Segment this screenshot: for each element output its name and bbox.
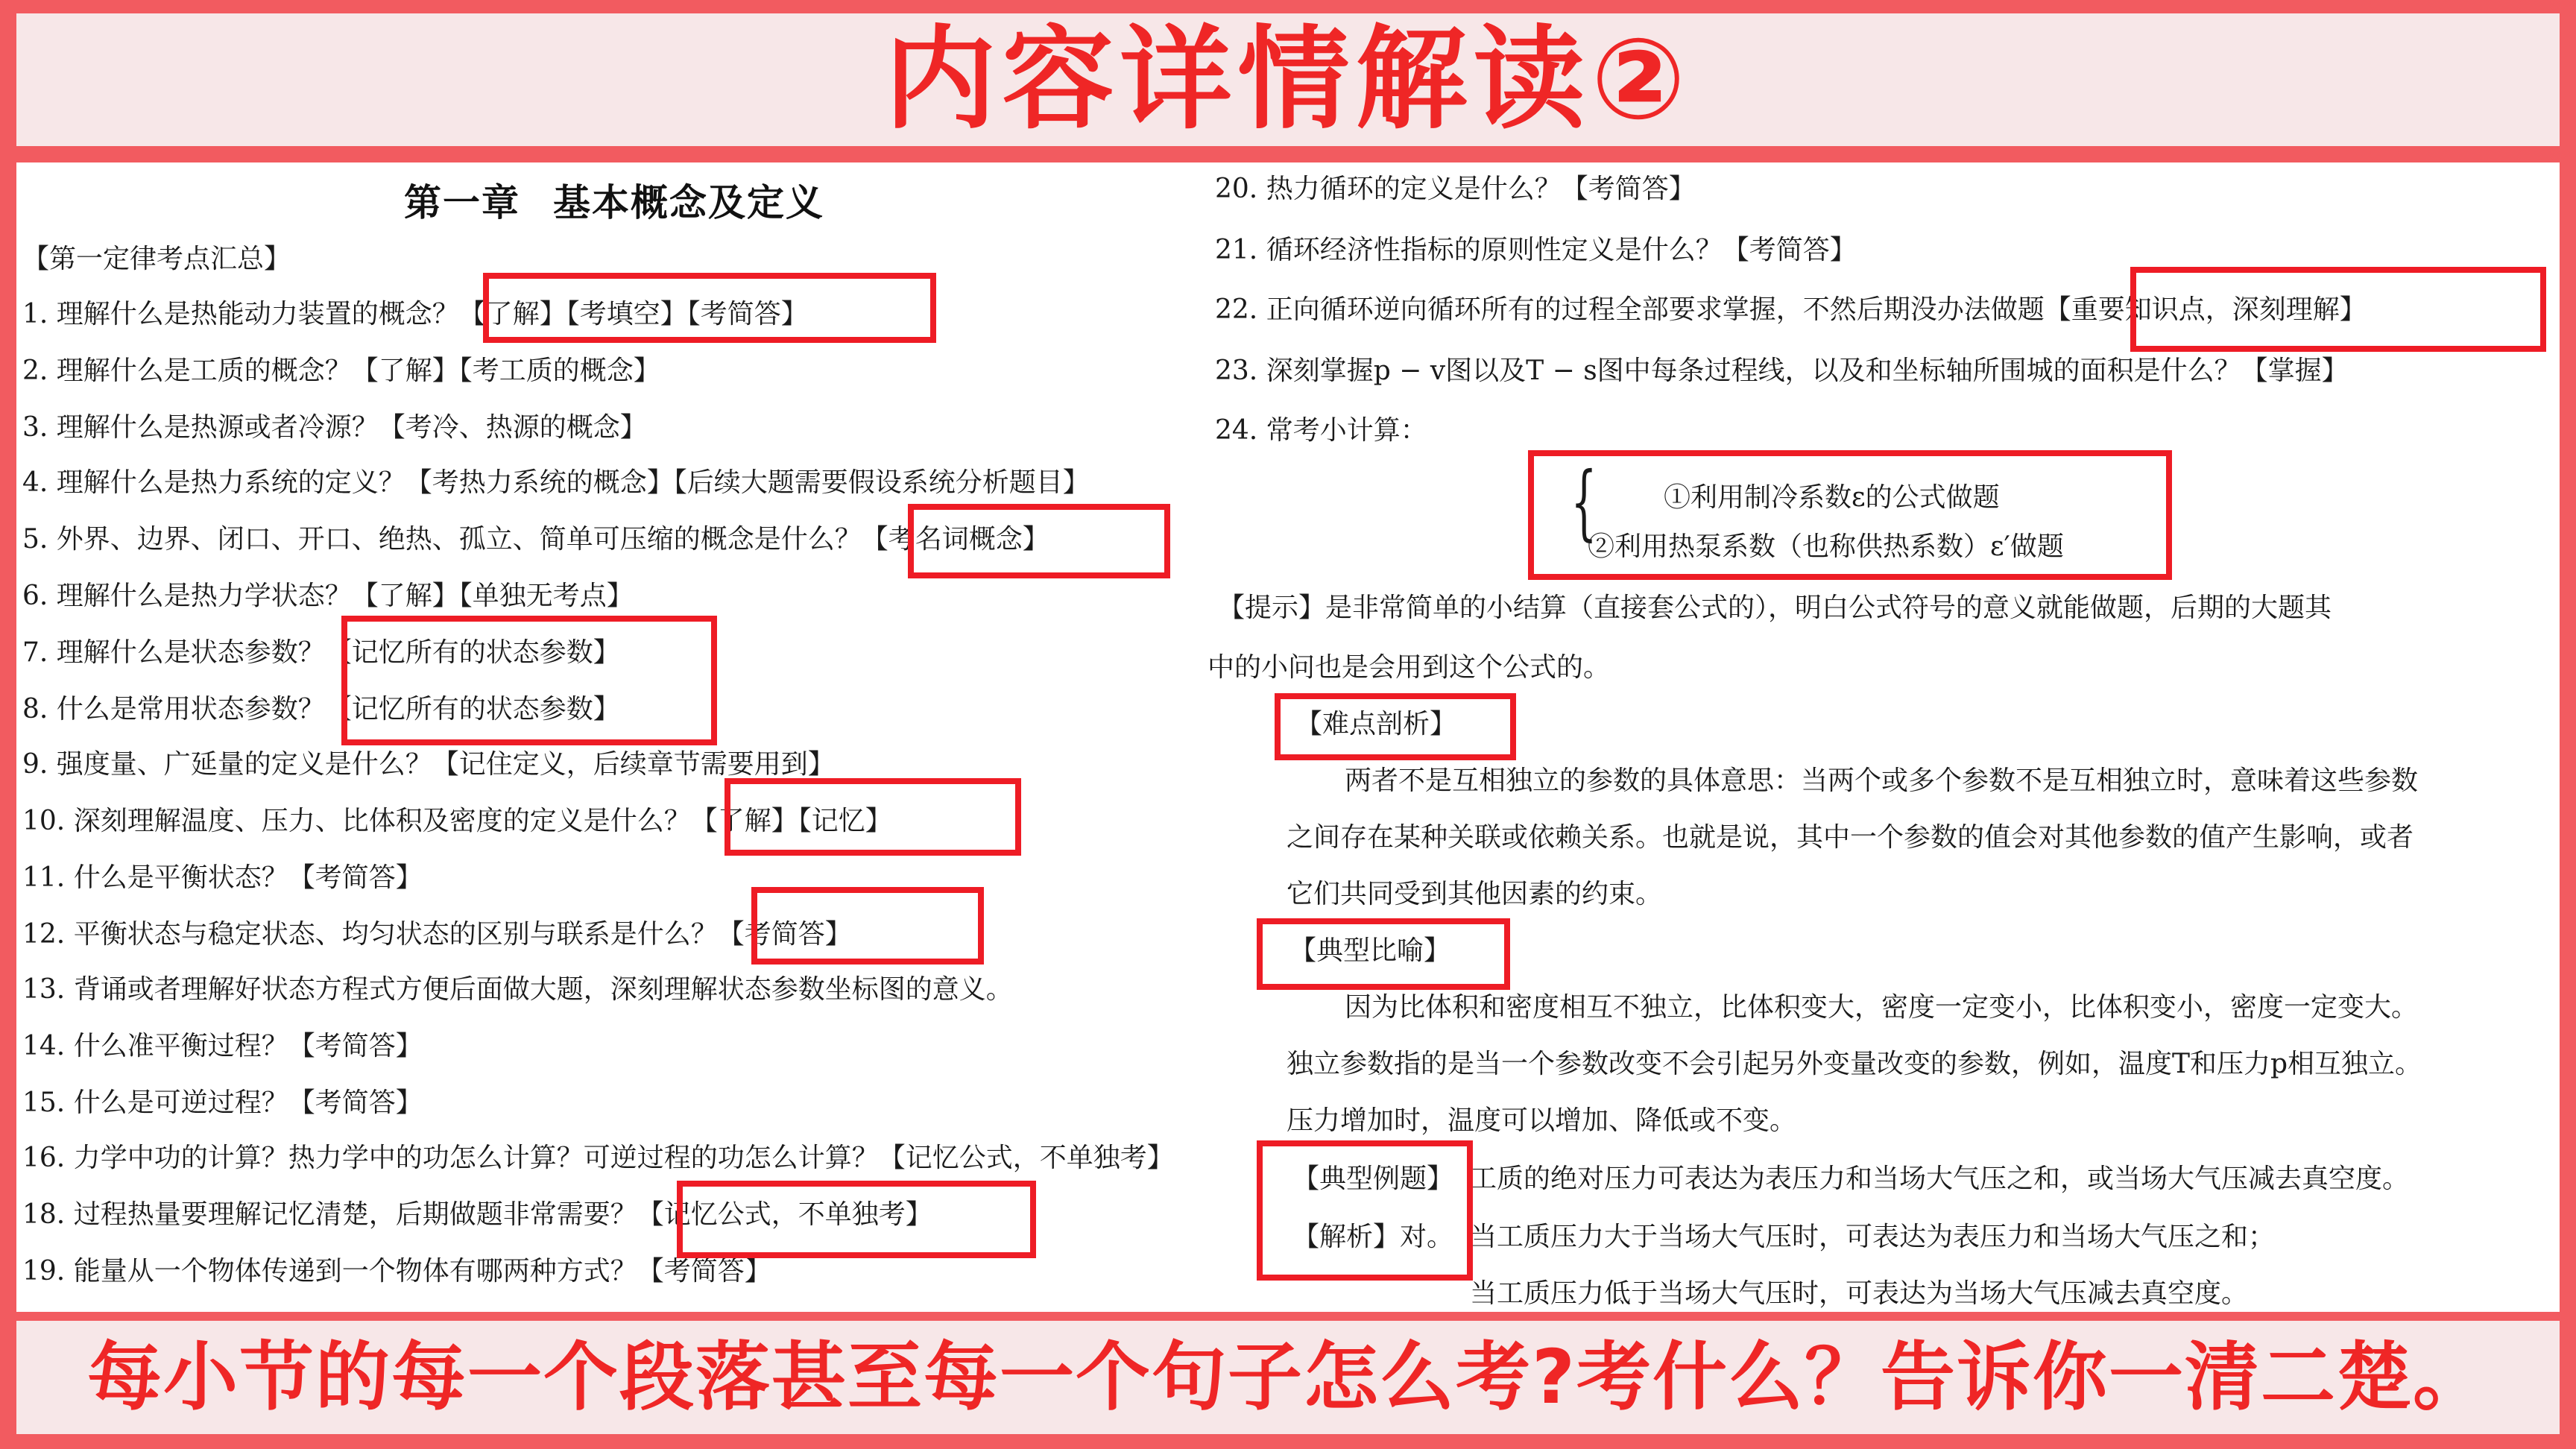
list-item: 2. 理解什么是工质的概念？【了解】【考工质的概念】 bbox=[22, 356, 660, 386]
list-item: 22. 正向循环逆向循环所有的过程全部要求掌握，不然后期没办法做题【重要知识点，深刻理解】 bbox=[1215, 294, 2367, 325]
highlight-box bbox=[1275, 693, 1516, 760]
section-label: 【第一定律考点汇总】 bbox=[22, 244, 291, 274]
list-item: 9. 强度量、广延量的定义是什么？【记住定义，后续章节需要用到】 bbox=[22, 749, 835, 780]
analogy-text: 因为比体积和密度相互不独立，比体积变大，密度一定变小，比体积变小，密度一定变大。 bbox=[1345, 992, 2419, 1023]
chapter-number: 第一章 bbox=[404, 180, 520, 224]
list-item: 4. 理解什么是热力系统的定义？【考热力系统的概念】【后续大题需要假设系统分析题目】 bbox=[22, 467, 1090, 498]
left-brace-icon: { bbox=[1570, 454, 1597, 549]
difficulty-text: 两者不是互相独立的参数的具体意思：当两个或多个参数不是互相独立时，意味着这些参数 bbox=[1345, 765, 2419, 796]
list-item: 24. 常考小计算： bbox=[1215, 415, 1427, 446]
list-item: 19. 能量从一个物体传递到一个物体有哪两种方式？【考简答】 bbox=[22, 1256, 771, 1287]
highlight-box bbox=[341, 616, 717, 745]
list-item: 3. 理解什么是热源或者冷源？【考冷、热源的概念】 bbox=[22, 412, 647, 443]
list-item: 20. 热力循环的定义是什么？【考简答】 bbox=[1215, 174, 1696, 204]
example-text: 工质的绝对压力可表达为表压力和当场大气压之和，或当场大气压减去真空度。 bbox=[1470, 1164, 2410, 1194]
analysis-text: 当工质压力大于当场大气压时，可表达为表压力和当场大气压之和； bbox=[1470, 1222, 2276, 1252]
list-item: 5. 外界、边界、闭口、开口、绝热、孤立、简单可压缩的概念是什么？【考名词概念】 bbox=[22, 524, 1049, 555]
list-item: 7. 理解什么是状态参数？【记忆所有的状态参数】 bbox=[22, 637, 620, 668]
title-banner bbox=[16, 13, 2560, 146]
list-item: 11. 什么是平衡状态？【考简答】 bbox=[22, 862, 423, 893]
calc-option: ②利用热泵系数（也称供热系数）ε′做题 bbox=[1588, 531, 2064, 562]
calc-option: ①利用制冷系数ε的公式做题 bbox=[1664, 482, 2000, 513]
highlight-box bbox=[677, 1181, 1036, 1258]
analogy-text: 压力增加时，温度可以增加、降低或不变。 bbox=[1287, 1105, 1797, 1136]
list-item: 10. 深刻理解温度、压力、比体积及密度的定义是什么？【了解】【记忆】 bbox=[22, 806, 892, 836]
highlight-box bbox=[2130, 267, 2546, 352]
list-item: 23. 深刻掌握p − v图以及T − s图中每条过程线，以及和坐标轴所围城的面积是什么？【掌握】 bbox=[1215, 356, 2349, 386]
chapter-heading bbox=[404, 173, 824, 227]
analysis-text: 当工质压力低于当场大气压时，可表达为当场大气压减去真空度。 bbox=[1470, 1278, 2249, 1309]
highlight-box bbox=[1257, 1140, 1473, 1281]
footer-text: 每小节的每一个段落甚至每一个句子怎么考?考什么？告诉你一清二楚。 bbox=[86, 1333, 2489, 1421]
highlight-box bbox=[724, 778, 1021, 856]
difficulty-label: 【难点剖析】 bbox=[1295, 709, 1457, 739]
list-item: 16. 力学中功的计算？热力学中的功怎么计算？可逆过程的功怎么计算？【记忆公式，不单独考】 bbox=[22, 1143, 1174, 1173]
list-item: 1. 理解什么是热能动力装置的概念？【了解】【考填空】【考简答】 bbox=[22, 299, 808, 329]
document-page bbox=[16, 162, 2560, 1312]
footer-banner bbox=[16, 1321, 2560, 1434]
list-item: 21. 循环经济性指标的原则性定义是什么？【考简答】 bbox=[1215, 235, 1857, 265]
analogy-label: 【典型比喻】 bbox=[1289, 935, 1451, 966]
list-item: 15. 什么是可逆过程？【考简答】 bbox=[22, 1087, 423, 1118]
list-item: 14. 什么准平衡过程？【考简答】 bbox=[22, 1031, 423, 1061]
list-item: 12. 平衡状态与稳定状态、均匀状态的区别与联系是什么？【考简答】 bbox=[22, 919, 852, 950]
list-item: 6. 理解什么是热力学状态？【了解】【单独无考点】 bbox=[22, 581, 634, 611]
tip-text: 中的小问也是会用到这个公式的。 bbox=[1208, 652, 1611, 683]
analogy-text: 独立参数指的是当一个参数改变不会引起另外变量改变的参数，例如，温度T和压力p相互独立。 bbox=[1287, 1049, 2422, 1079]
difficulty-text: 之间存在某种关联或依赖关系。也就是说，其中一个参数的值会对其他参数的值产生影响，或者 bbox=[1287, 822, 2414, 853]
difficulty-text: 它们共同受到其他因素的约束。 bbox=[1287, 879, 1663, 909]
highlight-box bbox=[908, 504, 1170, 578]
banner-title: 内容详情解读② bbox=[884, 15, 1692, 145]
highlight-box bbox=[751, 887, 984, 965]
list-item: 13. 背诵或者理解好状态方程式方便后面做大题，深刻理解状态参数坐标图的意义。 bbox=[22, 974, 1013, 1005]
chapter-name: 基本概念及定义 bbox=[553, 180, 824, 224]
highlight-box bbox=[483, 273, 936, 343]
example-label: 【典型例题】 bbox=[1292, 1164, 1454, 1194]
list-item: 18. 过程热量要理解记忆清楚，后期做题非常需要？【记忆公式，不单独考】 bbox=[22, 1199, 932, 1230]
analysis-label: 【解析】对。 bbox=[1292, 1222, 1454, 1252]
tip-text: 【提示】是非常简单的小结算（直接套公式的），明白公式符号的意义就能做题，后期的大题其 bbox=[1218, 593, 2332, 623]
list-item: 8. 什么是常用状态参数？【记忆所有的状态参数】 bbox=[22, 694, 620, 724]
highlight-box bbox=[1528, 450, 2172, 580]
highlight-box bbox=[1257, 918, 1510, 990]
